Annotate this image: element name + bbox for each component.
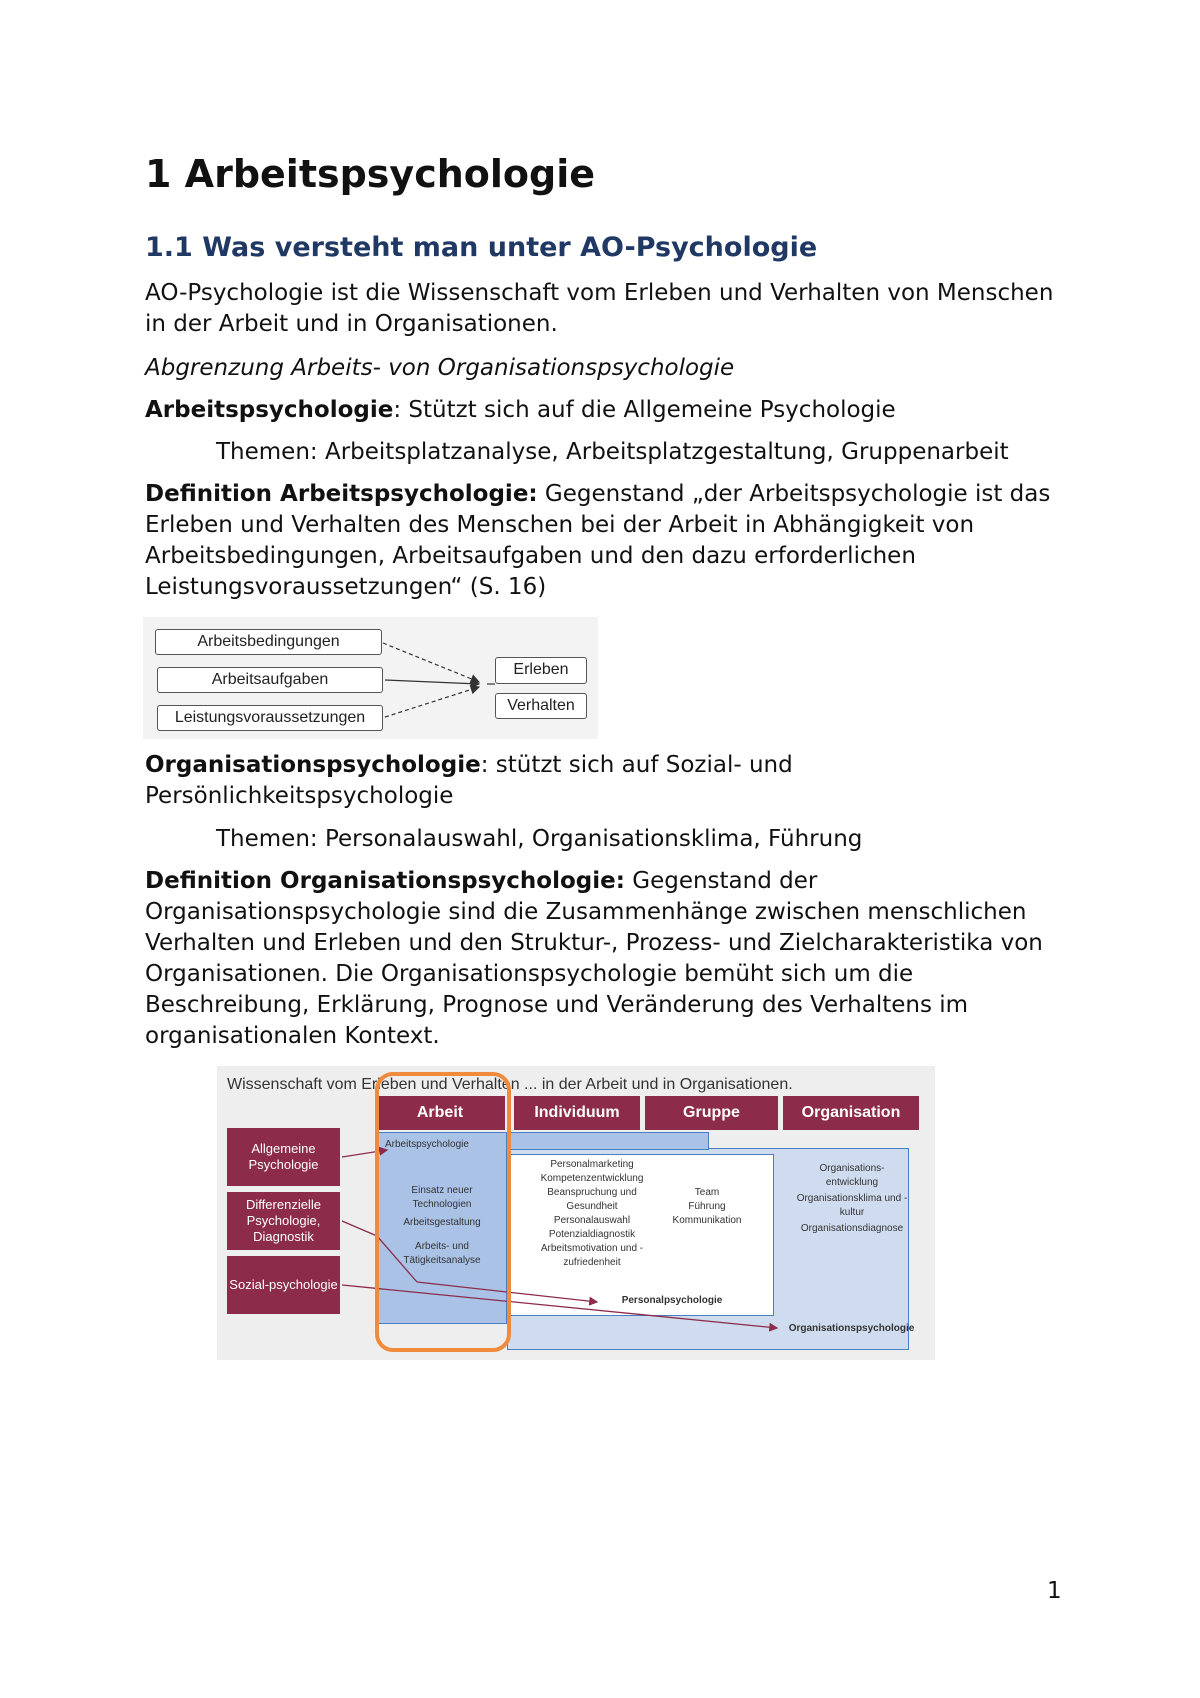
arbeit-item: Arbeits- und Tätigkeitsanalyse [403,1241,481,1266]
row-differenzielle-psychologie: Differenzielle Psychologie, Diagnostik [227,1192,340,1250]
organisation-item: Organisationsdiagnose [800,1223,904,1234]
arbeit-def-text: Gegenstand „der Arbeitspsychologie ist das Erleben und Verhalten des Menschen bei der Arbeit in Abhängigkeit von Arbeitsbedingungen, Arbeitsaufgaben und den dazu erforderlichen Leistungsvoraussetzungen“ (S. 16) [145,481,1051,600]
heading-2: 1.1 Was versteht man unter AO-Psychologie [145,232,818,263]
individuum-item: Personalauswahl [553,1215,631,1226]
arbeit-definition [145,479,1075,603]
individuum-item: Potenzialdiagnostik [548,1229,636,1240]
highlight-frame [377,1074,509,1350]
row-sozialpsychologie: Sozial-psychologie [227,1256,340,1314]
individuum-item: Kompetenzentwicklung [540,1173,644,1184]
org-definition [145,866,1075,1052]
page-number: 1 [1047,1578,1062,1604]
organisation-item: Organisations-entwicklung [819,1163,885,1188]
box-verhalten: Verhalten [495,693,587,719]
arbeit-paragraph [145,395,1075,426]
intro-paragraph: AO-Psychologie ist die Wissenschaft vom Erleben und Verhalten von Menschen in der Arbeit und in Organisationen. [145,280,1054,337]
column-organisation: Organisation [783,1096,919,1130]
box-erleben: Erleben [495,657,587,684]
personalpsychologie-label: Personalpsychologie [621,1295,723,1306]
column-gruppe: Gruppe [645,1096,778,1130]
box-arbeitsaufgaben: Arbeitsaufgaben [157,667,383,693]
diagram-connectors [217,1066,935,1360]
arbeit-def-label: Definition Arbeitspsychologie: [145,481,538,507]
abgrenzung-subheading: Abgrenzung Arbeits- von Organisationspsychologie [145,355,735,381]
arbeit-item: Arbeitsgestaltung [403,1217,481,1228]
individuum-item: Beanspruchung und Gesundheit [547,1187,637,1212]
org-paragraph [145,750,1075,812]
arbeitspsychologie-diagram [143,617,598,739]
gruppe-item: Team [694,1187,720,1198]
org-def-label: Definition Organisationspsychologie: [145,868,625,894]
gruppe-item: Führung [688,1201,726,1212]
individuum-item: Personalmarketing [550,1159,634,1170]
org-term: Organisationspsychologie [145,752,481,778]
org-themen: Themen: Personalauswahl, Organisationsklima, Führung [216,826,863,852]
individuum-item: Arbeitsmotivation und -zufriedenheit [540,1243,644,1268]
arbeit-term: Arbeitspsychologie [145,397,394,423]
arbeit-text: : Stützt sich auf die Allgemeine Psychologie [393,397,896,423]
organisation-item: Organisationsklima und -kultur [796,1193,908,1218]
box-arbeitsbedingungen: Arbeitsbedingungen [155,629,382,655]
column-individuum: Individuum [514,1096,640,1130]
arbeit-item: Einsatz neuer Technologien [411,1185,473,1210]
column-arbeit: Arbeit [375,1096,505,1130]
organisationspsychologie-label: Organisationspsychologie [788,1323,915,1334]
heading-1: 1 Arbeitspsychologie [145,152,596,196]
diagram-title: Wissenschaft vom Erleben und Verhalten ... in der Arbeit und in Organisationen. [227,1076,793,1093]
row-allgemeine-psychologie: Allgemeine Psychologie [227,1128,340,1186]
org-text: : stützt sich auf Sozial- und Persönlichkeitspsychologie [145,752,793,809]
box-leistungsvoraussetzungen: Leistungsvoraussetzungen [157,705,383,731]
arbeit-themen: Themen: Arbeitsplatzanalyse, Arbeitsplatzgestaltung, Gruppenarbeit [216,439,1009,465]
org-def-text: Gegenstand der Organisationspsychologie sind die Zusammenhänge zwischen menschlichen Verhalten und Erleben und den Struktur-, Prozess- und Zielcharakteristika von Organisationen. Die Organisationspsychologie bemüht sich um die Beschreibung, Erklärung, Prognose und Veränderung des Verhaltens im organisationalen Kontext. [145,868,1043,1049]
arbeitspsychologie-label: Arbeitspsychologie [385,1139,469,1150]
gruppe-item: Kommunikation [672,1215,742,1226]
ao-psychologie-diagram [217,1066,935,1360]
